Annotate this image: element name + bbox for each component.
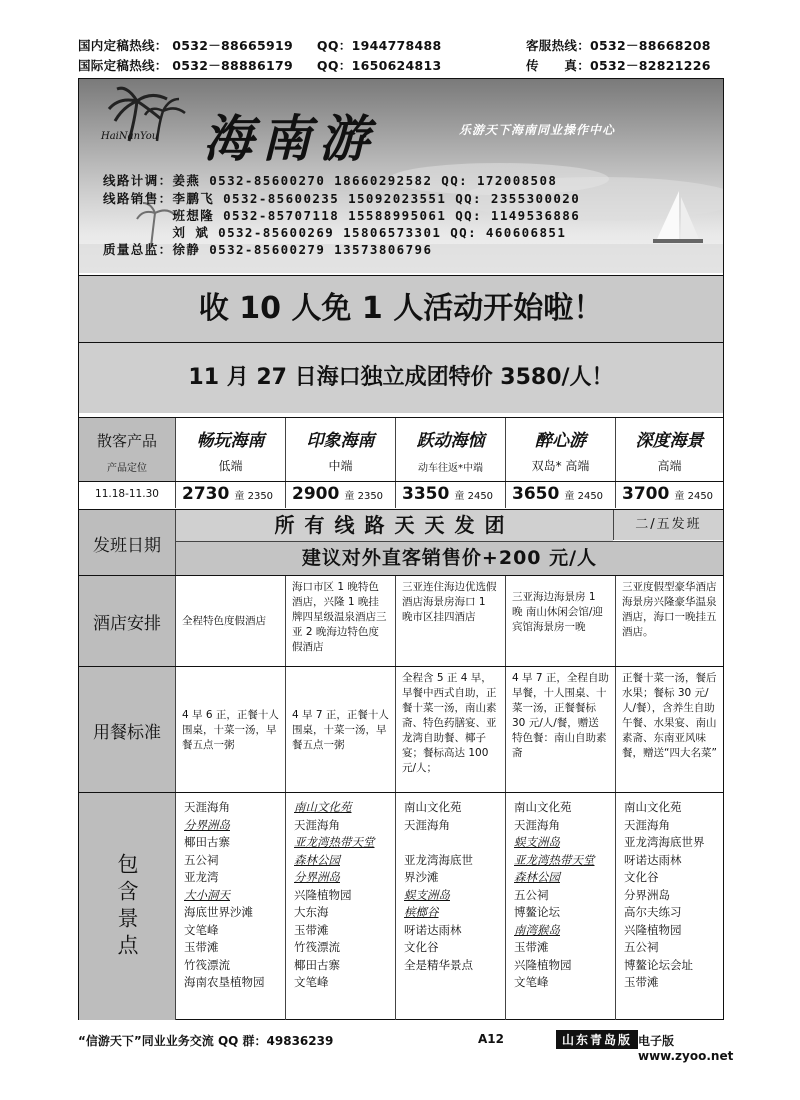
spot-item: 分界洲岛 (294, 870, 340, 884)
product-tier: 中端 (328, 459, 353, 473)
product-tier: 高端 (657, 459, 682, 473)
product-row (79, 417, 723, 482)
adult-price: 3700 (622, 484, 670, 504)
meal-cell-2 (285, 667, 395, 793)
hotel-label: 酒店安排 (79, 576, 175, 666)
spot-item: 大小洞天 (184, 887, 230, 902)
header-line-2 (78, 56, 517, 74)
child-price: 童 2350 (234, 491, 274, 502)
spot-item: 森林公园 (514, 870, 560, 884)
product-cell-3 (395, 418, 505, 482)
spot-item: 亚龙湾热带天堂 (294, 835, 375, 849)
spot-item: 文笔峰 (514, 975, 549, 989)
intl-phone: 0532－88886179 (172, 58, 294, 73)
spot-item: 高尔夫练习 (624, 905, 682, 919)
fax-line: 传 真：0532－82821226 (526, 58, 711, 73)
adult-price: 2730 (182, 484, 230, 504)
schedule-extra: 二/五发班 (613, 510, 723, 540)
spot-item: 玉带滩 (624, 975, 659, 989)
product-cell-5 (615, 418, 723, 482)
hotel-cell-4: 三亚海边海景房 1 晚 南山休闲会馆/迎宾馆海景房一晚 (505, 576, 615, 666)
website-link[interactable]: 电子版 www.zyoo.net (638, 1034, 734, 1063)
spots-cell-4 (505, 793, 615, 1020)
brand-title: 海南游 (203, 109, 377, 168)
contact-quality: 质量总监：徐静 0532-85600279 13573806796 (103, 242, 433, 257)
spot-item: 南山文化苑 (514, 800, 572, 814)
spot-item: 玉带滩 (514, 940, 549, 954)
spots-label-cell (79, 793, 175, 1020)
product-name: 深度海景 (635, 431, 704, 451)
date-range: 11.18-11.30 (95, 488, 159, 500)
hotel-text: 全程特色度假酒店 (182, 614, 266, 627)
child-price: 童 2450 (454, 491, 494, 502)
product-name: 跃动海恼 (416, 431, 485, 451)
contact-sales-2: 班想隆 0532-85707118 15588995061 QQ: 1149536886 (103, 208, 581, 223)
spot-item: 天涯海角 (294, 817, 340, 832)
schedule-price: 建议对外直客销售价+200 元/人 (175, 541, 723, 576)
spot-item: 蜈支洲岛 (514, 835, 560, 849)
spot-item: 文笔峰 (294, 975, 329, 989)
spot-item: 博鳌论坛 (514, 905, 560, 919)
spot-item: 玉带滩 (294, 922, 329, 937)
meal-cell-1 (175, 667, 285, 793)
spot-item: 亚龙湾 (184, 870, 219, 884)
spot-item: 文化谷 (624, 870, 659, 884)
spot-item: 亚龙湾海底世界 (624, 835, 705, 849)
spot-item: 界沙滩 (404, 870, 439, 884)
page-number: A12 (478, 1032, 504, 1046)
price-cell-5 (615, 482, 723, 508)
child-price: 童 2450 (564, 491, 604, 502)
header-line-1 (78, 36, 517, 54)
spots-cell-1 (175, 793, 285, 1020)
product-tier: 低端 (218, 459, 243, 473)
meal-row (79, 666, 723, 793)
hotel-cell-2: 海口市区 1 晚特色酒店，兴隆 1 晚挂牌四星级温泉酒店三亚 2 晚海边特色度假酒店 (285, 576, 395, 666)
meal-cell-3: 全程含 5 正 4 早，早餐中西式自助，正餐十菜一汤，南山素斋、特色药膳宴、亚龙湾自助餐、椰子宴；餐标高达 100 元/人； (395, 667, 505, 793)
spot-item: 兴隆植物园 (514, 957, 572, 972)
spot-item: 森林公园 (294, 852, 340, 867)
product-cell-1 (175, 418, 285, 482)
price-cell-3 (395, 482, 505, 508)
product-name: 醉心游 (535, 431, 586, 451)
spot-item: 文化谷 (404, 940, 439, 954)
spot-item: 椰田古寨 (294, 957, 340, 972)
spot-item: 大东海 (294, 905, 329, 919)
child-price: 童 2350 (344, 491, 384, 502)
edition-badge: 山东青岛版 (556, 1030, 638, 1049)
product-label: 散客产品 (96, 432, 157, 450)
product-cell-4 (505, 418, 615, 482)
domestic-qq: QQ：1944778488 (316, 38, 442, 53)
spot-item: 天涯海角 (404, 817, 450, 832)
spot-item: 兴隆植物园 (624, 922, 682, 937)
promo-subline-row (79, 342, 723, 413)
spot-item: 呀诺达雨林 (624, 852, 682, 867)
spot-item: 南山文化苑 (404, 800, 462, 814)
contact-planner: 线路计调：姜燕 0532-85600270 18660292582 QQ: 172008508 (103, 173, 558, 188)
spot-item: 竹筏漂流 (294, 940, 340, 954)
qq-group: “信游天下”同业业务交流 QQ 群：49836239 (78, 1034, 334, 1048)
spots-cell-3 (395, 793, 505, 1020)
spot-item: 亚龙湾热带天堂 (514, 852, 595, 867)
spot-item: 亚龙湾海底世 (404, 852, 473, 867)
spot-item: 海底世界沙滩 (184, 905, 253, 919)
child-price: 童 2450 (674, 491, 714, 502)
spot-item: 天涯海角 (184, 800, 230, 814)
meal-cell-4: 4 早 7 正，全程自助早餐，十人围桌、十菜一汤，正餐餐标 30 元/人/餐，赠送特色餐：南山自助素斋 (505, 667, 615, 793)
meal-cell-5: 正餐十菜一汤，餐后水果；餐标 30 元/人/餐），含养生自助午餐、水果宴、南山素斋、东南亚风味餐，赠送“四大名菜” (615, 667, 723, 793)
spot-item: 天涯海角 (514, 817, 560, 832)
spot-item: 玉带滩 (184, 940, 219, 954)
spot-item: 蜈支洲岛 (404, 887, 450, 902)
spot-item: 全是精华景点 (404, 957, 473, 972)
intl-label: 国际定稿热线： (78, 58, 168, 73)
price-cell-1 (175, 482, 285, 508)
spots-cell-2 (285, 793, 395, 1020)
main-frame (78, 78, 724, 1020)
meal-text: 4 早 6 正，正餐十人围桌，十菜一汤，早餐五点一粥 (182, 708, 279, 751)
price-cell-2 (285, 482, 395, 508)
schedule-row (79, 509, 723, 576)
spot-item: 海南农垦植物园 (184, 975, 265, 989)
spot-item: 南湾猴岛 (514, 922, 560, 937)
service-hotline: 客服热线：0532－88668208 (526, 38, 711, 53)
spot-item: 博鳌论坛会址 (624, 957, 693, 972)
spot-item: 五公祠 (184, 852, 219, 867)
intl-qq: QQ：1650624813 (316, 58, 442, 73)
promo-subline: 11 月 27 日海口独立成团特价 3580/人！ (188, 365, 614, 390)
spot-item: 兴隆植物园 (294, 887, 352, 902)
price-cell-4 (505, 482, 615, 508)
banner (79, 79, 723, 273)
spots-cell-5 (615, 793, 723, 1020)
product-name: 印象海南 (306, 431, 375, 451)
hotel-row (79, 575, 723, 666)
schedule-main: 所有线路天天发团 (274, 513, 515, 537)
product-name: 畅玩海南 (196, 431, 265, 451)
meal-text: 4 早 7 正，正餐十人围桌，十菜一汤，早餐五点一粥 (292, 708, 389, 751)
spot-item: 五公祠 (624, 940, 659, 954)
meal-label: 用餐标准 (79, 667, 175, 793)
spot-item: 分界洲岛 (624, 887, 670, 902)
hotel-cell-5: 三亚度假型豪华酒店海景房兴隆豪华温泉酒店，海口一晚挂五酒店。 (615, 576, 723, 666)
adult-price: 2900 (292, 484, 340, 504)
footer (78, 1032, 734, 1063)
spot-item: 分界洲岛 (184, 817, 230, 832)
spot-item: 五公祠 (514, 887, 549, 902)
schedule-label: 发班日期 (79, 510, 175, 576)
hotel-cell-3: 三亚连住海边优选假酒店海景房海口 1 晚市区挂四酒店 (395, 576, 505, 666)
contact-sales-1: 线路销售：李鹏飞 0532-85600235 15092023551 QQ: 2355300020 (103, 191, 581, 206)
spot-item (404, 834, 497, 852)
spot-item: 槟榔谷 (404, 905, 439, 919)
product-cell-2 (285, 418, 395, 482)
spot-item: 竹筏漂流 (184, 957, 230, 972)
domestic-label: 国内定稿热线： (78, 38, 168, 53)
logo-english: HaiNanYou (101, 131, 159, 142)
hotel-cell-1 (175, 576, 285, 666)
spot-item: 南山文化苑 (624, 800, 682, 814)
price-row (79, 481, 723, 508)
spot-item: 南山文化苑 (294, 800, 352, 814)
spot-item: 天涯海角 (624, 817, 670, 832)
spots-row (79, 792, 723, 1020)
promo-headline-row (79, 275, 723, 342)
spot-item: 呀诺达雨林 (404, 922, 462, 937)
adult-price: 3650 (512, 484, 560, 504)
product-tier: 双岛* 高端 (531, 459, 590, 473)
spot-item: 椰田古寨 (184, 835, 230, 849)
product-label-cell (79, 418, 175, 482)
adult-price: 3350 (402, 484, 450, 504)
position-label: 产品定位 (107, 463, 147, 474)
contact-sales-3: 刘 斌 0532-85600269 15806573301 QQ: 460606851 (103, 225, 567, 240)
spot-item: 文笔峰 (184, 922, 219, 937)
spots-label: 包含景点 (115, 852, 139, 961)
domestic-phone: 0532－88665919 (172, 38, 294, 53)
brand-slogan: 乐游天下海南同业操作中心 (459, 123, 616, 137)
promo-headline: 收 10 人免 1 人活动开始啦！ (198, 291, 604, 326)
product-tier: 动车往返*中端 (418, 463, 483, 474)
